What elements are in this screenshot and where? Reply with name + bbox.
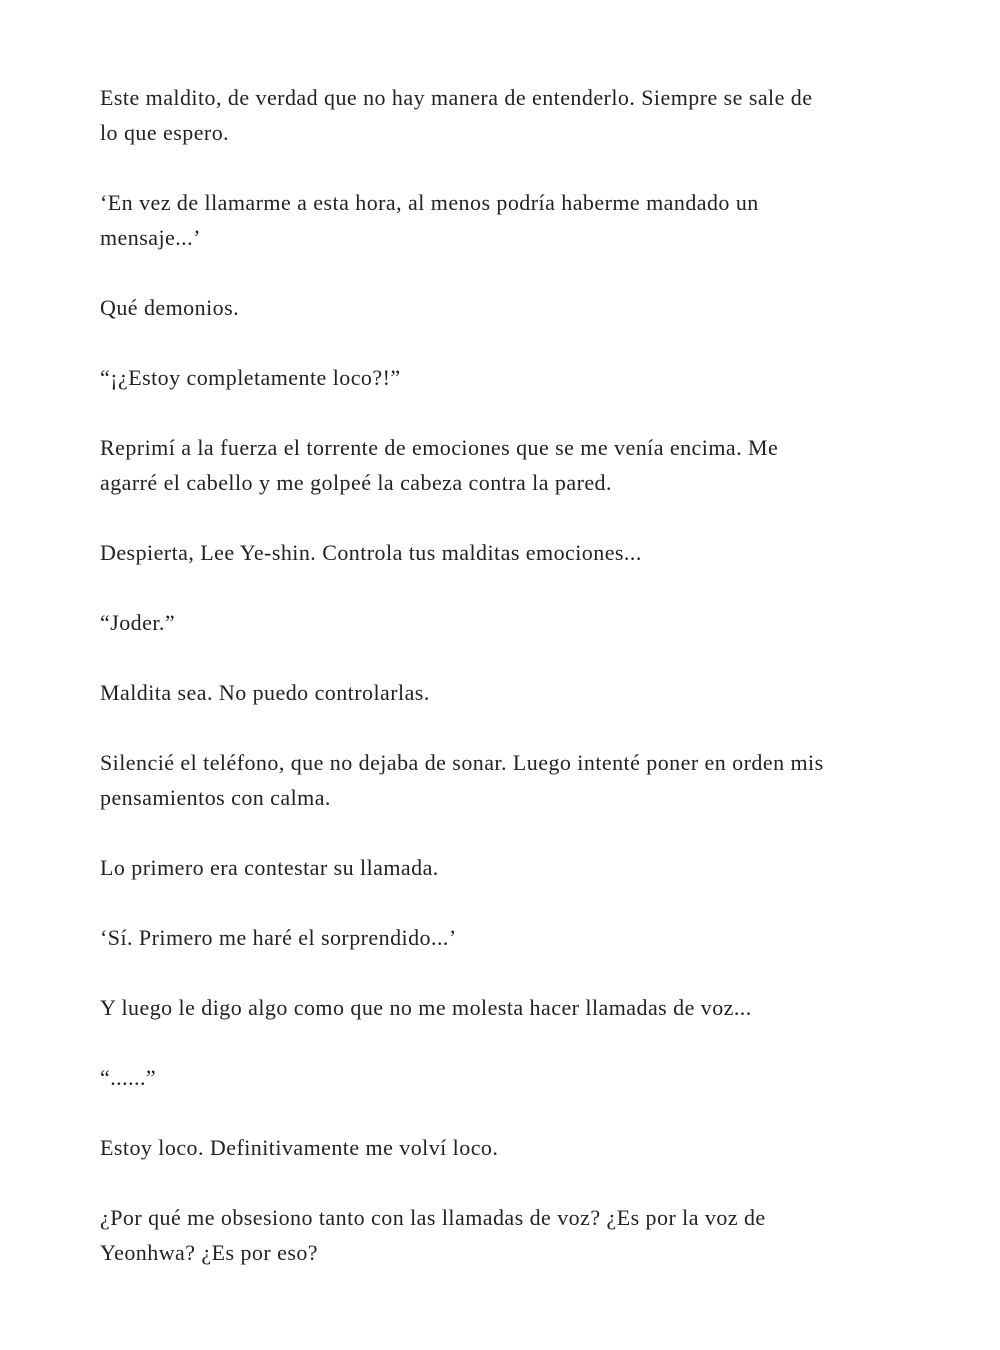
paragraph-line: Yeonhwa? ¿Es por eso? [100, 1240, 318, 1265]
paragraph-line: mensaje...’ [100, 225, 201, 250]
paragraph-line: Silencié el teléfono, que no dejaba de sonar. Luego intenté poner en orden mis [100, 750, 824, 775]
paragraph-line: Qué demonios. [100, 295, 240, 320]
paragraph [100, 745, 920, 815]
paragraph-line: Estoy loco. Definitivamente me volví loco. [100, 1135, 499, 1160]
paragraph-line: agarré el cabello y me golpeé la cabeza contra la pared. [100, 470, 612, 495]
paragraph [100, 185, 920, 255]
paragraph [100, 850, 920, 885]
paragraph [100, 990, 920, 1025]
paragraph [100, 290, 920, 325]
paragraph-line: “Joder.” [100, 610, 176, 635]
paragraph [100, 675, 920, 710]
paragraph-line: ‘En vez de llamarme a esta hora, al menos podría haberme mandado un [100, 190, 759, 215]
paragraph-line: lo que espero. [100, 120, 230, 145]
paragraph-line: pensamientos con calma. [100, 785, 331, 810]
paragraph [100, 1130, 920, 1165]
paragraph-line: Despierta, Lee Ye-shin. Controla tus malditas emociones... [100, 540, 642, 565]
paragraph-line: “......” [100, 1065, 157, 1090]
document-body [100, 80, 920, 1305]
paragraph-line: ¿Por qué me obsesiono tanto con las llamadas de voz? ¿Es por la voz de [100, 1205, 766, 1230]
paragraph-line: “¡¿Estoy completamente loco?!” [100, 365, 401, 390]
paragraph [100, 430, 920, 500]
paragraph [100, 1200, 920, 1270]
paragraph-line: Maldita sea. No puedo controlarlas. [100, 680, 430, 705]
paragraph [100, 80, 920, 150]
paragraph-line: Reprimí a la fuerza el torrente de emociones que se me venía encima. Me [100, 435, 779, 460]
paragraph-line: Y luego le digo algo como que no me molesta hacer llamadas de voz... [100, 995, 752, 1020]
paragraph-line: Lo primero era contestar su llamada. [100, 855, 439, 880]
paragraph-line: Este maldito, de verdad que no hay manera de entenderlo. Siempre se sale de [100, 85, 813, 110]
paragraph [100, 535, 920, 570]
paragraph [100, 1060, 920, 1095]
paragraph [100, 920, 920, 955]
paragraph [100, 605, 920, 640]
paragraph [100, 360, 920, 395]
paragraph-line: ‘Sí. Primero me haré el sorprendido...’ [100, 925, 457, 950]
